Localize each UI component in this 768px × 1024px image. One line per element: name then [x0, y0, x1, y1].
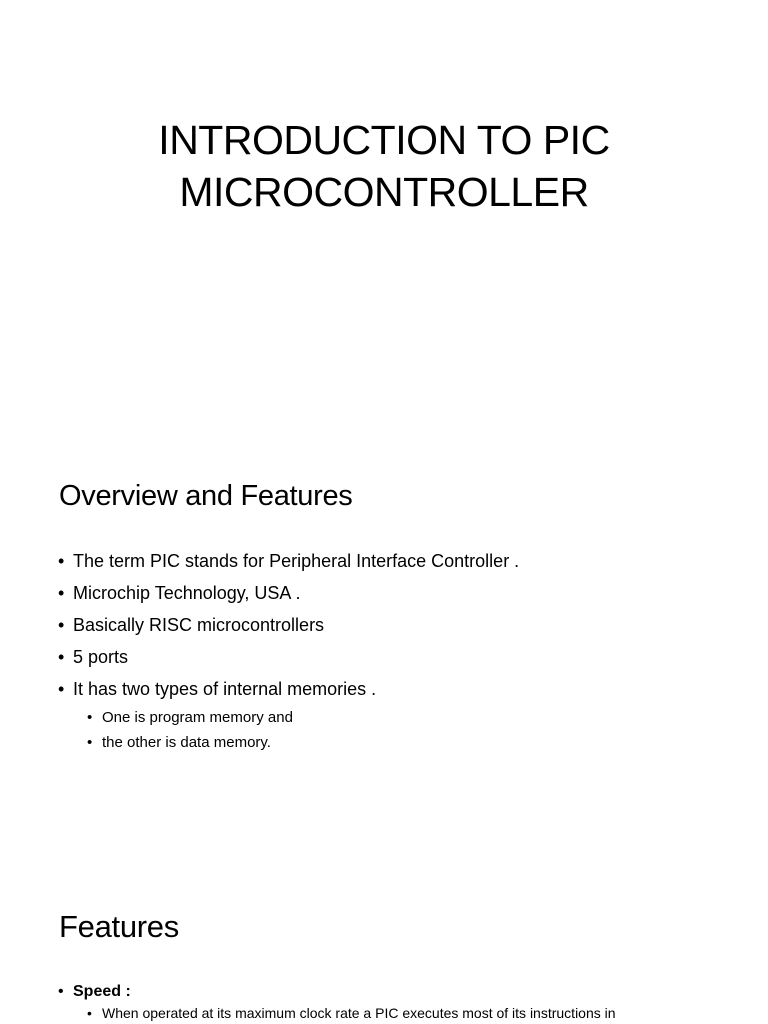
- title-line-1: INTRODUCTION TO PIC: [158, 117, 610, 163]
- list-item: • 5 ports: [58, 645, 519, 669]
- slide-features: [0, 864, 768, 1024]
- list-item: • the other is data memory.: [87, 732, 293, 754]
- memory-sub-list: [87, 707, 293, 757]
- speed-sub-list: [87, 1003, 727, 1023]
- title-line-2: MICROCONTROLLER: [179, 169, 589, 215]
- features-heading: Features: [59, 909, 179, 944]
- presentation-title: [60, 114, 708, 218]
- list-item: • One is program memory and: [87, 707, 293, 729]
- list-item: • Microchip Technology, USA .: [58, 581, 519, 605]
- list-item: • When operated at its maximum clock rate a PIC executes most of its instructions in: [87, 1003, 727, 1023]
- overview-bullet-list: [58, 549, 519, 709]
- speed-bullet: • Speed :: [58, 980, 131, 1004]
- list-item: • Basically RISC microcontrollers: [58, 613, 519, 637]
- features-bullet-list: [58, 980, 131, 1004]
- slide-overview: [0, 432, 768, 864]
- slide-title: [0, 0, 768, 432]
- list-item: • The term PIC stands for Peripheral Interface Controller .: [58, 549, 519, 573]
- list-item: • It has two types of internal memories .: [58, 677, 519, 701]
- overview-heading: Overview and Features: [59, 480, 353, 512]
